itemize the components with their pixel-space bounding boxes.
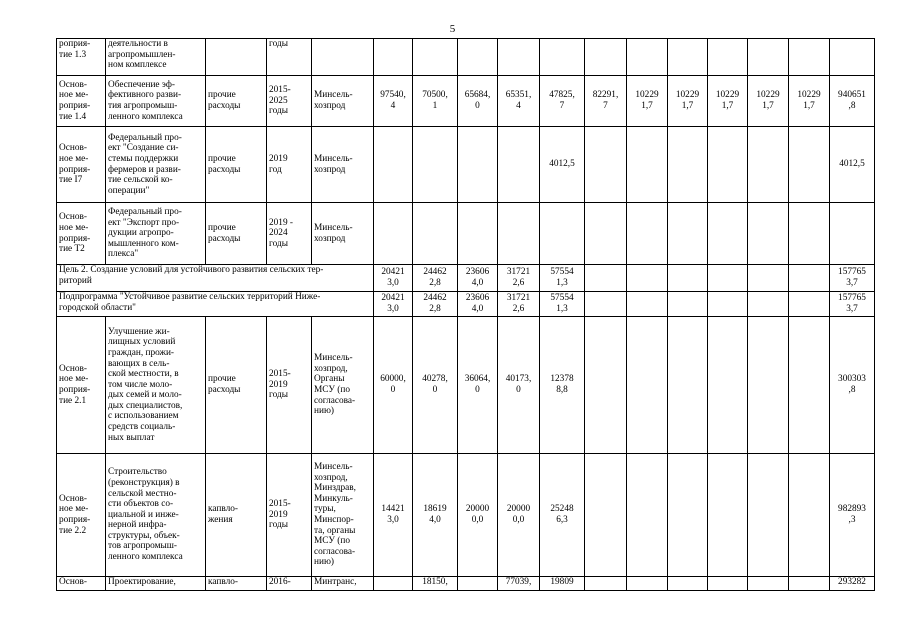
value-cell <box>627 265 668 292</box>
value-cell <box>708 127 748 203</box>
total-cell: 4012,5 <box>830 127 875 203</box>
value-cell <box>789 577 830 591</box>
value-cell: 14421 3,0 <box>374 454 413 577</box>
value-cell: 23606 4,0 <box>458 292 498 317</box>
expense-type-cell: капвло- <box>206 577 267 591</box>
value-cell <box>458 577 498 591</box>
value-cell <box>748 127 789 203</box>
period-cell: годы <box>267 39 312 76</box>
value-cell <box>748 317 789 454</box>
value-cell <box>458 39 498 76</box>
value-cell <box>374 203 413 265</box>
executor-cell <box>312 39 374 76</box>
table-row <box>57 203 875 265</box>
executor-cell: Минсель- хозпрод, Минздрав, Минкуль- туры, Минспор- та, органы МСУ (по согласова- нию) <box>312 454 374 577</box>
value-cell <box>668 577 708 591</box>
value-cell <box>668 127 708 203</box>
value-cell: 4012,5 <box>540 127 585 203</box>
value-cell: 31721 2,6 <box>498 265 540 292</box>
value-cell <box>627 292 668 317</box>
value-cell <box>708 317 748 454</box>
value-cell <box>585 265 627 292</box>
value-cell: 40173, 0 <box>498 317 540 454</box>
value-cell <box>789 317 830 454</box>
value-cell: 18619 4,0 <box>413 454 458 577</box>
event-name-cell: Федеральный про- ект "Создание си- стемы поддержки фермеров и разви- тие сельской ко- операции" <box>106 127 206 203</box>
event-number-cell: Основ- ное ме- роприя- тие 1.4 <box>57 76 106 127</box>
value-cell <box>585 454 627 577</box>
value-cell <box>708 454 748 577</box>
subprogram-label-cell: Подпрограмма "Устойчивое развитие сельских территорий Ниже- городской области" <box>57 292 374 317</box>
expense-type-cell <box>206 39 267 76</box>
period-cell: 2019 год <box>267 127 312 203</box>
value-cell <box>789 454 830 577</box>
event-number-cell: Основ- ное ме- роприя- тие 2.2 <box>57 454 106 577</box>
value-cell: 60000, 0 <box>374 317 413 454</box>
event-name-cell: деятельности в агропромышлен- ном комплексе <box>106 39 206 76</box>
value-cell <box>540 203 585 265</box>
value-cell: 20421 3,0 <box>374 265 413 292</box>
value-cell: 20421 3,0 <box>374 292 413 317</box>
value-cell <box>374 127 413 203</box>
value-cell: 10229 1,7 <box>789 76 830 127</box>
value-cell <box>708 265 748 292</box>
event-name-cell: Федеральный про- ект "Экспорт про- дукции агропро- мышленного ком- плекса" <box>106 203 206 265</box>
event-number-cell: Основ- ное ме- роприя- тие T2 <box>57 203 106 265</box>
value-cell <box>585 39 627 76</box>
expense-type-cell: прочие расходы <box>206 203 267 265</box>
value-cell <box>627 577 668 591</box>
value-cell <box>585 292 627 317</box>
value-cell: 31721 2,6 <box>498 292 540 317</box>
total-cell <box>830 39 875 76</box>
table-row <box>57 317 875 454</box>
value-cell <box>789 39 830 76</box>
event-number-cell: Основ- ное ме- роприя- тие I7 <box>57 127 106 203</box>
table-row <box>57 127 875 203</box>
program-funding-table <box>56 38 875 591</box>
value-cell: 24462 2,8 <box>413 265 458 292</box>
value-cell: 40278, 0 <box>413 317 458 454</box>
value-cell <box>789 265 830 292</box>
event-name-cell: Обеспечение эф- фективного разви- тия агропромыш- ленного комплекса <box>106 76 206 127</box>
total-cell: 293282 <box>830 577 875 591</box>
value-cell <box>748 577 789 591</box>
value-cell <box>374 577 413 591</box>
value-cell <box>458 127 498 203</box>
value-cell <box>668 292 708 317</box>
value-cell <box>668 265 708 292</box>
value-cell: 70500, 1 <box>413 76 458 127</box>
expense-type-cell: прочие расходы <box>206 76 267 127</box>
value-cell <box>413 39 458 76</box>
executor-cell: Минсель- хозпрод <box>312 127 374 203</box>
value-cell: 97540, 4 <box>374 76 413 127</box>
total-cell: 157765 3,7 <box>830 292 875 317</box>
value-cell: 77039, <box>498 577 540 591</box>
value-cell: 47825, 7 <box>540 76 585 127</box>
value-cell <box>585 577 627 591</box>
value-cell <box>668 203 708 265</box>
value-cell <box>748 292 789 317</box>
value-cell: 36064, 0 <box>458 317 498 454</box>
event-name-cell: Улучшение жи- лищных условий граждан, прожи- вающих в сель- ской местности, в том числе моло- дых семей и моло- дых специалистов, с использованием средств социаль- ных выплат <box>106 317 206 454</box>
value-cell: 24462 2,8 <box>413 292 458 317</box>
value-cell: 10229 1,7 <box>748 76 789 127</box>
value-cell <box>627 454 668 577</box>
value-cell <box>498 39 540 76</box>
value-cell: 10229 1,7 <box>627 76 668 127</box>
value-cell <box>627 317 668 454</box>
value-cell <box>708 203 748 265</box>
value-cell: 82291, 7 <box>585 76 627 127</box>
period-cell: 2015- 2025 годы <box>267 76 312 127</box>
value-cell <box>748 39 789 76</box>
table-row <box>57 577 875 591</box>
value-cell <box>458 203 498 265</box>
executor-cell: Минсель- хозпрод, Органы МСУ (по согласова- нию) <box>312 317 374 454</box>
period-cell: 2019 - 2024 годы <box>267 203 312 265</box>
value-cell <box>627 127 668 203</box>
value-cell <box>585 127 627 203</box>
value-cell <box>585 203 627 265</box>
total-cell: 982893 ,3 <box>830 454 875 577</box>
value-cell: 12378 8,8 <box>540 317 585 454</box>
event-number-cell: Основ- <box>57 577 106 591</box>
total-cell: 300303 ,8 <box>830 317 875 454</box>
period-cell: 2016- <box>267 577 312 591</box>
value-cell <box>668 39 708 76</box>
event-number-cell: Основ- ное ме- роприя- тие 2.1 <box>57 317 106 454</box>
value-cell <box>789 292 830 317</box>
value-cell: 23606 4,0 <box>458 265 498 292</box>
value-cell <box>708 39 748 76</box>
table-row <box>57 454 875 577</box>
value-cell <box>540 39 585 76</box>
value-cell <box>627 203 668 265</box>
value-cell <box>789 203 830 265</box>
value-cell: 18150, <box>413 577 458 591</box>
value-cell: 10229 1,7 <box>708 76 748 127</box>
executor-cell: Минсель- хозпрод <box>312 76 374 127</box>
period-cell: 2015- 2019 годы <box>267 317 312 454</box>
event-name-cell: Проектирование, <box>106 577 206 591</box>
executor-cell: Минтранс, <box>312 577 374 591</box>
table-row <box>57 39 875 76</box>
value-cell <box>708 577 748 591</box>
value-cell <box>708 292 748 317</box>
expense-type-cell: капвло- жения <box>206 454 267 577</box>
value-cell: 65351, 4 <box>498 76 540 127</box>
total-cell <box>830 203 875 265</box>
value-cell: 19809 <box>540 577 585 591</box>
goal-label-cell: Цель 2. Создание условий для устойчивого развития сельских тер- риторий <box>57 265 374 292</box>
value-cell <box>748 454 789 577</box>
executor-cell: Минсель- хозпрод <box>312 203 374 265</box>
value-cell <box>668 317 708 454</box>
expense-type-cell: прочие расходы <box>206 317 267 454</box>
event-number-cell: роприя- тие 1.3 <box>57 39 106 76</box>
value-cell <box>585 317 627 454</box>
value-cell <box>498 127 540 203</box>
value-cell <box>789 127 830 203</box>
period-cell: 2015- 2019 годы <box>267 454 312 577</box>
value-cell: 25248 6,3 <box>540 454 585 577</box>
value-cell: 57554 1,3 <box>540 265 585 292</box>
total-cell: 157765 3,7 <box>830 265 875 292</box>
value-cell <box>627 39 668 76</box>
value-cell: 20000 0,0 <box>458 454 498 577</box>
value-cell <box>498 203 540 265</box>
value-cell: 57554 1,3 <box>540 292 585 317</box>
page-number: 5 <box>449 23 456 35</box>
event-name-cell: Строительство (реконструкция) в сельской местно- сти объектов со- циальной и инже- нерной инфра- структуры, объек- тов агропромыш- ленного комплекса <box>106 454 206 577</box>
value-cell <box>413 127 458 203</box>
value-cell: 20000 0,0 <box>498 454 540 577</box>
value-cell <box>374 39 413 76</box>
total-cell: 940651 ,8 <box>830 76 875 127</box>
value-cell: 10229 1,7 <box>668 76 708 127</box>
expense-type-cell: прочие расходы <box>206 127 267 203</box>
value-cell <box>413 203 458 265</box>
value-cell <box>748 203 789 265</box>
table-row <box>57 292 875 317</box>
table-row <box>57 76 875 127</box>
value-cell: 65684, 0 <box>458 76 498 127</box>
value-cell <box>748 265 789 292</box>
value-cell <box>668 454 708 577</box>
table-row <box>57 265 875 292</box>
